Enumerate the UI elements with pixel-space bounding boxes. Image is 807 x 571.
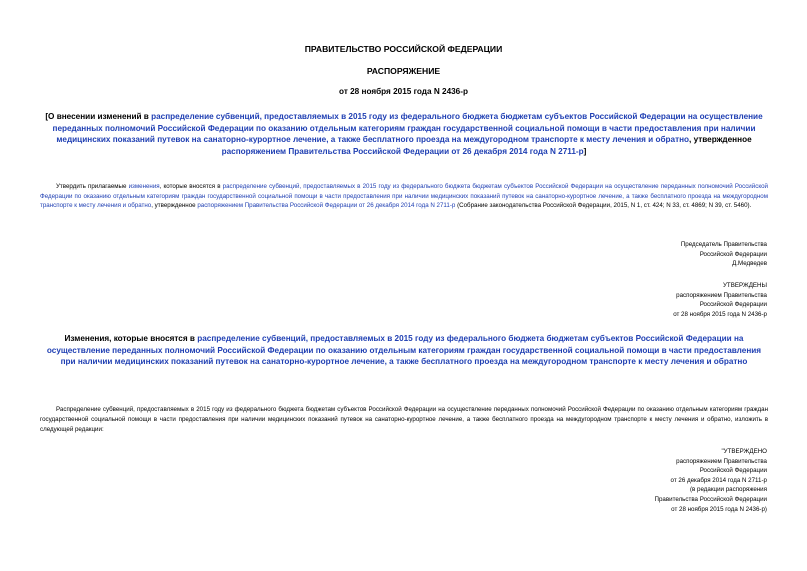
signature-line-1: Председатель Правительства [680,241,767,248]
title-link-order-2711[interactable]: распоряжением Правительства Российской Федерации от 26 декабря 2014 года N 2711-р [221,146,584,156]
approved2-line-1: "УТВЕРЖДЕНО [721,448,767,455]
approved2-line-5: (в редакции распоряжения [689,486,767,494]
changes-title [40,333,768,368]
approved-line-4: от 28 ноября 2015 года N 2436-р [673,310,767,318]
signature-line-3: Д.Медведев [732,260,767,268]
body1-text-3: , утвержденное [151,202,198,210]
signature-block [567,240,767,269]
changes-title-link[interactable]: распределение субвенций, предоставляемых в 2015 году из федерального бюджета бюджетам субъектов Российской Федерации на осуществление переданных полномочий Российской Федерации по оказанию отдельным категориям граждан государственной социальной помощи в части предоставления при наличии медицинских показаний путевок на санаторно-курортное лечение, а также бесплатного проезда на междугородном транспорте к месту лечения и обратно [46,334,762,367]
government-heading: ПРАВИТЕЛЬСТВО РОССИЙСКОЙ ФЕДЕРАЦИИ [304,44,503,54]
document-type: РАСПОРЯЖЕНИЕ [366,66,441,76]
title-suffix: ] [583,146,587,156]
title-middle: , утвержденное [689,135,752,145]
title-prefix: [О внесении изменений в [45,112,152,121]
approved2-line-7: от 28 ноября 2015 года N 2436-р) [671,505,767,513]
title-link-distribution[interactable]: распределение субвенций, предоставляемых в 2015 году из федерального бюджета бюджетам субъектов Российской Федерации на осуществление переданных полномочий Российской Федерации по оказанию отдельным категориям граждан государственной социальной помощи в части предоставления при наличии медицинских показаний путевок на санаторно-курортное лечение, а также бесплатного проезда на междугородном транспорте к месту лечения и обратно [52,112,763,145]
document-date-number: от 28 ноября 2015 года N 2436-р [339,87,468,96]
approved-block [567,281,767,319]
body1-text-4: (Собрание законодательства Российской Федерации, 2015, N 1, ст. 424; N 33, ст. 4869; N 39, ст. 5460). [455,202,752,210]
operative-paragraph [40,182,768,211]
approved-line-1: УТВЕРЖДЕНЫ [723,282,767,289]
body1-text-2: , которые вносятся в [159,183,223,190]
approved2-line-2: распоряжением Правительства [676,457,767,465]
body1-link-order-2711[interactable]: распоряжением Правительства Российской Федерации от 26 декабря 2014 года N 2711-р [197,202,456,210]
changes-paragraph: Распределение субвенций, предоставляемых в 2015 году из федерального бюджета бюджетам субъектов Российской Федерации на осуществление переданных полномочий Российской Федерации по оказанию отдельным категориям граждан государственной социальной помощи в части предоставления при наличии медицинских показаний путевок на санаторно-курортное лечение, а также бесплатного проезда на междугородном транспорте к месту лечения и обратно, изложить в следующей редакции: [40,406,768,433]
document-title [40,111,768,157]
changes-title-prefix: Изменения, которые вносятся в [64,334,198,343]
approved-line-2: распоряжением Правительства [676,291,767,299]
signature-line-2: Российской Федерации [699,250,767,258]
body1-text-1: Утвердить прилагаемые [56,183,129,190]
approved2-line-6: Правительства Российской Федерации [654,495,767,503]
approved2-line-3: Российской Федерации [699,467,767,475]
approved-line-3: Российской Федерации [699,301,767,309]
body1-link-distribution[interactable]: распределение субвенций, предоставляемых в 2015 году из федерального бюджета бюджетам субъектов Российской Федерации на осуществление переданных полномочий Российской Федерации по оказанию отдельным категориям граждан государственной социальной помощи в части предоставления при наличии медицинских показаний путевок на санаторно-курортное лечение, а также бесплатного проезда на междугородном транспорте к месту лечения и обратно [40,183,768,210]
approved2-line-4: от 26 декабря 2014 года N 2711-р [670,476,767,484]
approved-block-2 [567,447,767,514]
body1-link-changes[interactable]: изменения [128,183,160,190]
